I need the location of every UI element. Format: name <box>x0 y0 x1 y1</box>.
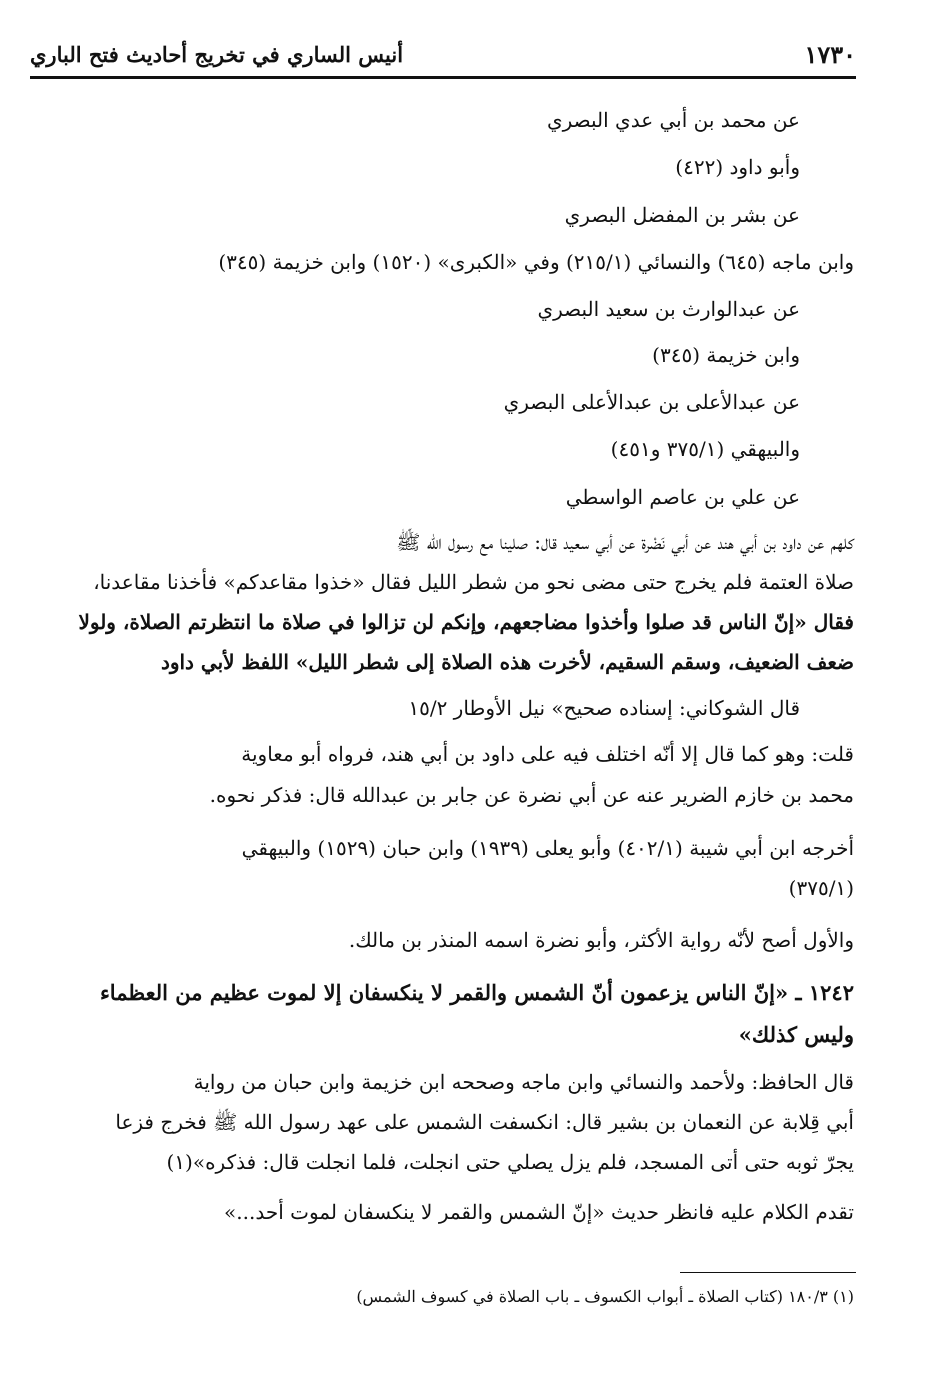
text-line: وأبو داود (٤٢٢) <box>675 155 800 179</box>
text-line: عن علي بن عاصم الواسطي <box>565 485 800 509</box>
text-line: عن عبدالأعلى بن عبدالأعلى البصري <box>503 390 800 414</box>
text-line: فقال «إنّ الناس قد صلوا وأخذوا مضاجعهم، وإنكم لن تزالوا في صلاة ما انتظرتم الصلاة، ولولا <box>78 610 854 634</box>
hadith-heading: وليس كذلك» <box>738 1022 854 1047</box>
text-line: يجرّ ثوبه حتى أتى المسجد، فلم يزل يصلي حتى انجلت، فلما انجلت قال: فذكره»(١) <box>166 1150 854 1174</box>
text-line: قلت: وهو كما قال إلا أنّه اختلف فيه على داود بن أبي هند، فرواه أبو معاوية <box>241 742 854 766</box>
text-line: وابن خزيمة (٣٤٥) <box>652 343 800 367</box>
hadith-heading: ١٢٤٢ ـ «إنّ الناس يزعمون أنّ الشمس والقمر لا ينكسفان إلا لموت عظيم من العظماء <box>99 980 854 1005</box>
text-line: تقدم الكلام عليه فانظر حديث «إنّ الشمس والقمر لا ينكسفان لموت أحد...» <box>224 1200 854 1224</box>
text-line: قال الشوكاني: إسناده صحيح» نيل الأوطار ١٥/٢ <box>408 696 800 720</box>
text-line: ضعف الضعيف، وسقم السقيم، لأخرت هذه الصلاة إلى شطر الليل» اللفظ لأبي داود <box>160 650 854 674</box>
text-line: عن عبدالوارث بن سعيد البصري <box>537 297 800 321</box>
page-number: ١٧٣٠ <box>804 40 856 69</box>
text-line: أخرجه ابن أبي شيبة (٤٠٢/١) وأبو يعلى (١٩٣٩) وابن حبان (١٥٢٩) والبيهقي <box>241 836 854 860</box>
text-line: (٣٧٥/١) <box>788 876 854 900</box>
page-header <box>30 40 856 74</box>
header-rule <box>30 76 856 79</box>
text-line: والأول أصح لأنّه رواية الأكثر، وأبو نضرة اسمه المنذر بن مالك. <box>348 928 854 952</box>
footnote: (١) ١٨٠/٣ (كتاب الصلاة ـ أبواب الكسوف ـ باب الصلاة في كسوف الشمس) <box>356 1287 854 1306</box>
text-line: قال الحافظ: ولأحمد والنسائي وابن ماجه وصححه ابن خزيمة وابن حبان من رواية <box>193 1070 854 1094</box>
text-line: صلاة العتمة فلم يخرج حتى مضى نحو من شطر الليل فقال «خذوا مقاعدكم» فأخذنا مقاعدنا، <box>93 570 854 594</box>
text-line: عن محمد بن أبي عدي البصري <box>546 108 800 132</box>
text-line: عن بشر بن المفضل البصري <box>564 203 800 227</box>
text-line: كلهم عن داود بن أبي هند عن أبي نَضْرة عن أبي سعيد قال: صلينا مع رسول الله ﷺ <box>396 530 854 554</box>
text-line: وابن ماجه (٦٤٥) والنسائي (٢١٥/١) وفي «الكبرى» (١٥٢٠) وابن خزيمة (٣٤٥) <box>218 250 854 274</box>
text-line: والبيهقي (٣٧٥/١ و٤٥١) <box>610 437 800 461</box>
text-line: محمد بن خازم الضرير عنه عن أبي نضرة عن جابر بن عبدالله قال: فذكر نحوه. <box>209 783 854 807</box>
footnote-rule <box>680 1272 856 1273</box>
running-title: أنيس الساري في تخريج أحاديث فتح الباري <box>30 42 404 67</box>
text-line: أبي قِلابة عن النعمان بن بشير قال: انكسفت الشمس على عهد رسول الله ﷺ فخرج فزعا <box>115 1110 854 1134</box>
